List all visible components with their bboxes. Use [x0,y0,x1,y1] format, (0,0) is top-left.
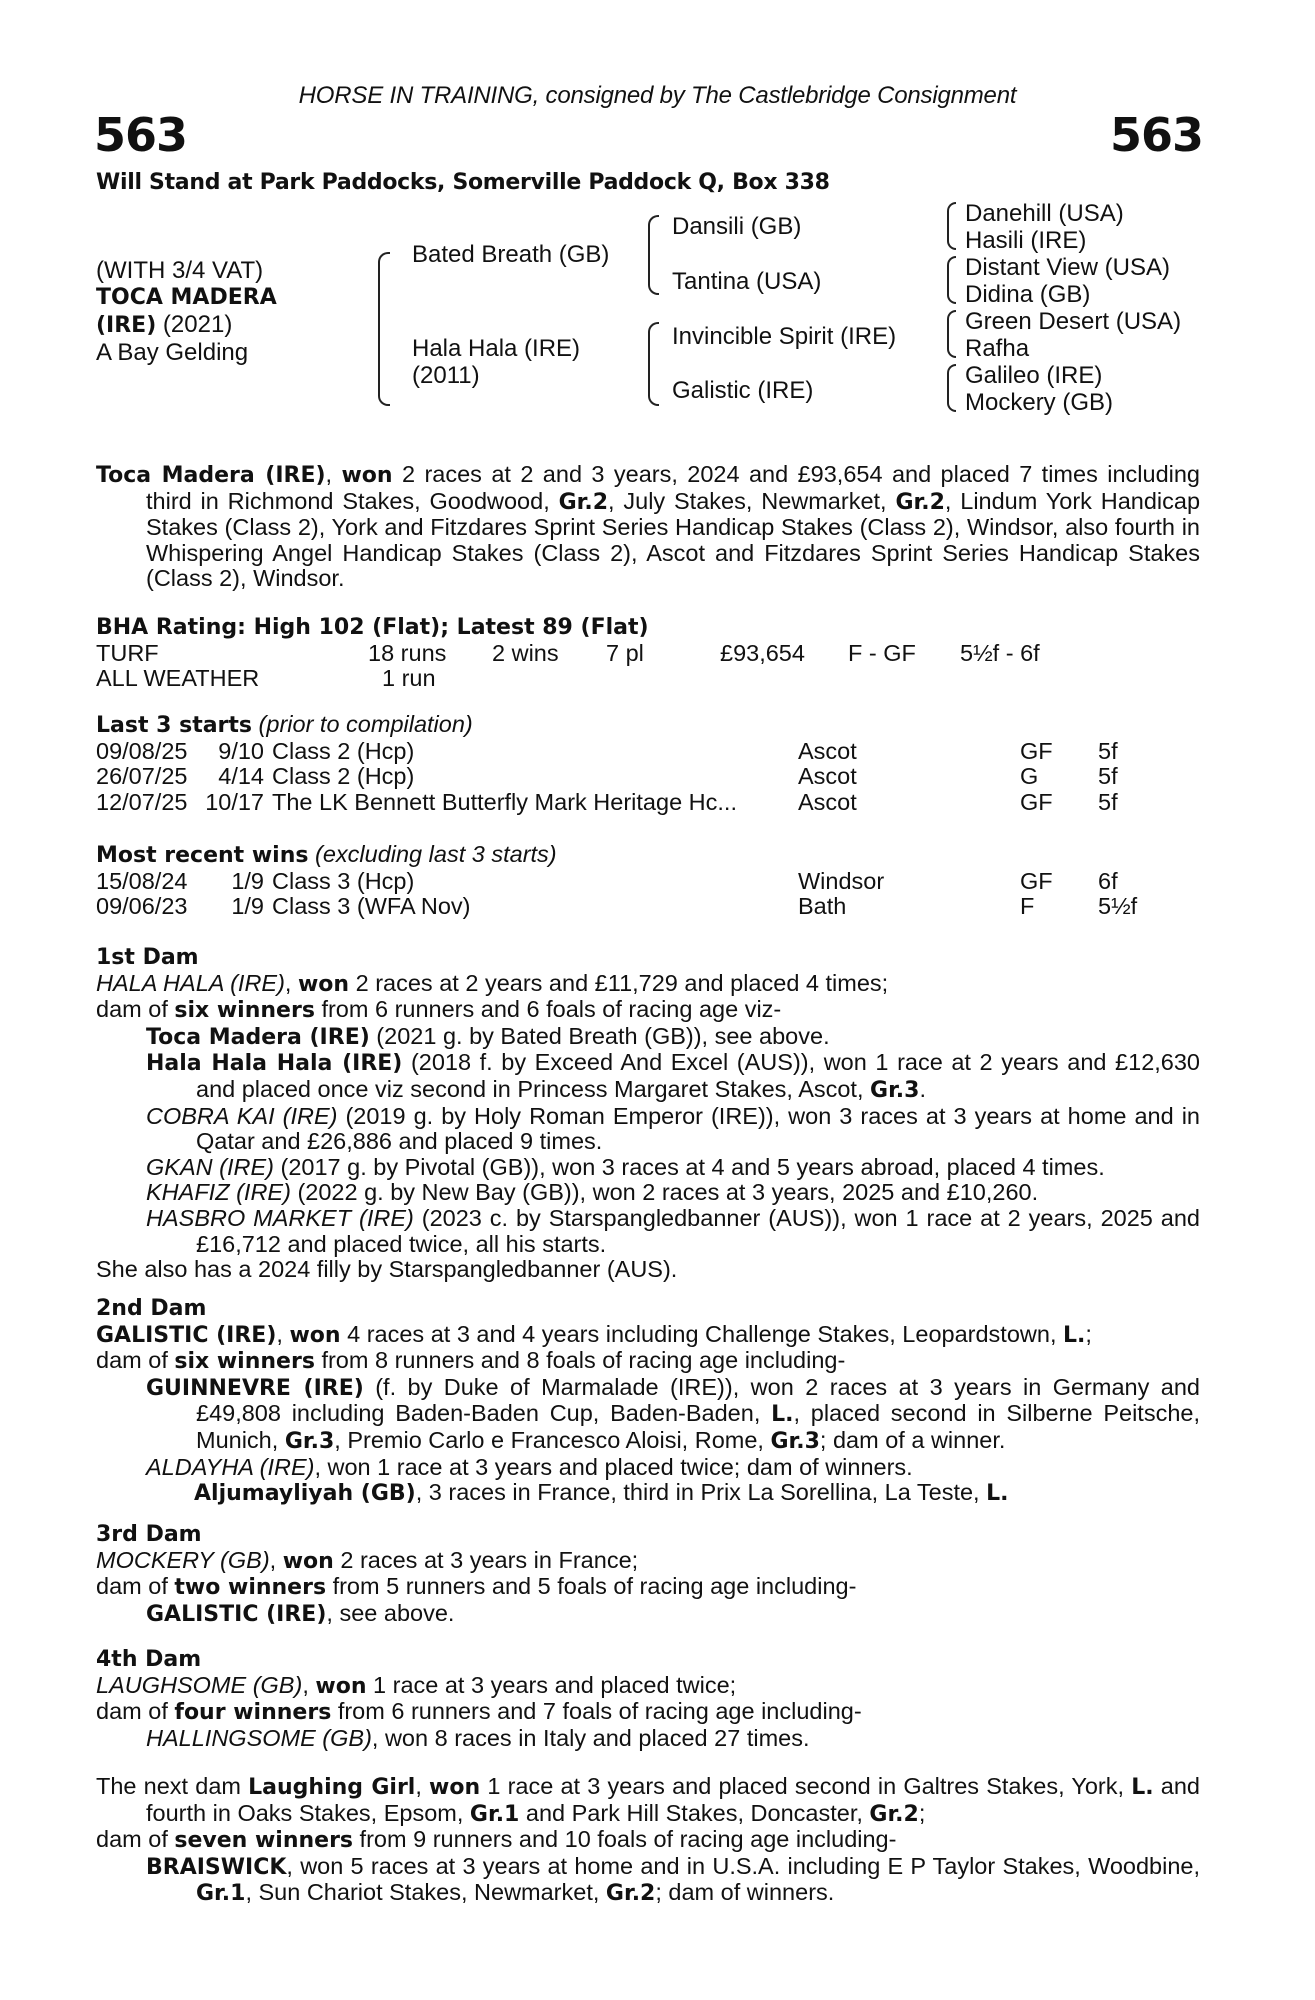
cell: 9/10 [218,737,264,764]
dam-of-label: dam of [96,1573,175,1600]
cell: 10/17 [205,788,264,815]
dam-record: and fourth in Oaks Stakes, Epsom, [146,1773,1200,1826]
progeny-entry [96,1455,1200,1481]
bha-heading: BHA Rating: High 102 (Flat); Latest 89 (Flat) [96,615,649,640]
grade-badge: Gr.3 [284,1428,335,1454]
cell: Class 3 (Hcp) [272,867,415,894]
cell: 5½f - 6f [960,639,1040,666]
last-starts-table [96,739,1118,816]
pedigree-g3-1: Danehill (USA) [965,200,1124,227]
horse-country: (IRE) [96,313,157,338]
dam-of-label: dam of [96,1826,175,1853]
foals-text: from 6 runners and 7 foals of racing age including- [331,1698,862,1725]
progeny-entry [96,1104,1200,1155]
cell: Ascot [798,763,857,790]
winners-count: two winners [174,1575,327,1601]
pedigree-dam-year: (2011) [412,362,480,389]
cell: Ascot [798,788,857,815]
cell: £93,654 [720,639,805,666]
next-dam-intro: The next dam [96,1773,249,1799]
dam-record: 1 race at 3 years and placed twice; [366,1671,737,1698]
cell: Bath [798,893,847,920]
won-label: won [282,1548,334,1574]
cell: 1 run [382,665,436,692]
progeny-entry [96,1601,1200,1628]
cell: 5f [1098,788,1118,815]
progeny-entry [96,1024,1200,1051]
third-dam-section: 3rd Dam MOCKERY (GB), won 2 races at 3 years in France; dam of two winners from 5 runners and 5 foals of racing age including- GALISTIC (IRE), see above. [96,1522,1200,1627]
progeny-text: ; dam of winners. [655,1879,835,1906]
summary-text: , Lindum York Handicap Stakes (Class 2), York and Fitzdares Sprint Series Handicap Stakes (Class 2), Windsor, also fourth in Whispering Angel Handicap Stakes (Class 2), Ascot and Fitzdares Sprint Series Handicap Stakes (Class 2), Windsor. [146,487,1201,592]
lot-number-right: 563 [1109,108,1203,162]
progeny-text: , 3 races in France, third in Prix La Sorellina, La Teste, [415,1479,987,1506]
pedigree-g3-8: Mockery (GB) [965,389,1114,416]
dam-of-label: dam of [96,1347,175,1374]
section-heading: 2nd Dam [96,1296,207,1321]
cell: F [1020,893,1035,920]
cell: 5½f [1098,893,1138,920]
cell: GF [1020,867,1053,894]
summary-won: won [341,463,393,488]
bha-table [96,641,1040,692]
progeny-text: (2018 f. by Exceed And Excel (AUS)), won 1 race at 2 years and £12,630 and placed once viz second in Princess Margaret Stakes, Ascot, [196,1049,1200,1102]
pedigree-g3-4: Didina (GB) [965,281,1091,308]
vat-note: (WITH 3/4 VAT) [96,257,264,284]
won-label: won [315,1673,367,1699]
pedigree-brace-g3-3 [947,310,956,358]
progeny-name: GKAN (IRE) [146,1153,274,1180]
cell: G [1020,763,1039,790]
cell: Windsor [798,867,885,894]
pedigree-g3-6: Rafha [965,335,1030,362]
progeny-text: , won 5 races at 3 years at home and in U.S.A. including E P Taylor Stakes, Woodbine, [286,1852,1200,1879]
dam-name: MOCKERY (GB) [96,1546,270,1573]
also-note: She also has a 2024 filly by Starspangledbanner (AUS). [96,1256,678,1283]
pedigree-dam-dam: Galistic (IRE) [672,377,814,404]
last-starts-section [96,712,1200,815]
dam-record: 1 race at 3 years and placed second in Galtres Stakes, York, [480,1773,1132,1799]
winners-count: six winners [174,998,315,1024]
cell: 15/08/24 [96,867,188,894]
horse-name: TOCA MADERA [96,285,277,310]
pedigree-brace-sire [648,215,659,295]
cell: ALL WEATHER [96,665,260,692]
horse-year: (2021) [156,311,233,338]
table-row [96,869,1137,895]
table-row [96,790,1118,816]
progeny-name: GUINNEVRE (IRE) [146,1375,364,1401]
cell: 4/14 [218,763,264,790]
progeny-name: COBRA KAI (IRE) [146,1102,338,1129]
progeny-text: . [919,1075,926,1102]
cell: TURF [96,639,159,666]
recent-wins-heading: Most recent wins [96,843,309,868]
progeny-entry [96,1155,1200,1181]
race-summary: Toca Madera (IRE), won 2 races at 2 and 3 years, 2024 and £93,654 and placed 7 times including third in Richmond Stakes, Goodwood, Gr.2, July Stakes, Newmarket, Gr.2, Lindum York Handicap Stakes (Class 2), York and Fitzdares Sprint Series Handicap Stakes (Class 2), Windsor, also fourth in Whispering Angel Handicap Stakes (Class 2), Ascot and Fitzdares Sprint Series Handicap Stakes (Class 2), Windsor. [96,461,1201,592]
progeny-text: ; dam of a winner. [819,1426,1006,1453]
pedigree-brace-dam [648,322,659,406]
grade-badge: Gr.1 [196,1881,246,1907]
table-row [96,894,1137,920]
cell: Ascot [798,737,857,764]
progeny-text: (2023 c. by Starspangledbanner (AUS)), won 1 race at 2 years, 2025 and £16,712 and placed twice, all his starts. [196,1204,1200,1257]
recent-wins-section [96,842,1200,920]
cell: 18 runs [368,639,447,666]
cell: Class 2 (Hcp) [272,763,415,790]
pedigree-g3-2: Hasili (IRE) [965,227,1087,254]
dam-name: HALA HALA (IRE) [96,969,285,996]
dam-name: GALISTIC (IRE) [96,1322,277,1348]
listed-badge: L. [1131,1775,1154,1800]
table-row [96,641,1040,667]
summary-horse-name: Toca Madera (IRE) [96,463,326,488]
pedigree-g3-3: Distant View (USA) [965,254,1170,281]
dam-record: 2 races at 3 years in France; [333,1546,639,1573]
cell: 5f [1098,737,1118,764]
progeny-entry [96,1854,1200,1907]
progeny-entry [96,1206,1200,1257]
cell: 7 pl [606,639,644,666]
summary-text: 2 races at 2 and 3 years, 2024 and £93,654 and placed 7 times including third in Richmond Stakes, Goodwood, [146,461,1200,514]
grade-badge: Gr.3 [770,1428,820,1454]
grade-badge: Gr.3 [870,1077,920,1103]
progeny-name: HALLINGSOME (GB) [146,1724,372,1751]
first-dam-section: 1st Dam HALA HALA (IRE), won 2 races at 2 years and £11,729 and placed 4 times; dam of six winners from 6 runners and 6 foals of racing age viz- Toca Madera (IRE) (2021 g. by Bated Breath (GB)), see above. Hala Hala Hala (IRE) (2018 f. by Exceed And Excel (AUS)), won 1 race at 2 years and £12,630 and placed once viz second in Princess Margaret Stakes, Ascot, Gr.3. COBRA KAI (IRE) (2019 g. by Holy Roman Emperor (IRE)), won 3 races at 3 years at home and in Qatar and £26,886 and placed 9 times. GKAN (IRE) (2017 g. by Pivotal (GB)), won 3 races at 4 and 5 years abroad, placed 4 times. KHAFIZ (IRE) (2022 g. by New Bay (GB)), won 2 races at 3 years, 2025 and £10,260. HASBRO MARKET (IRE) (2023 c. by Starspangledbanner (AUS)), won 1 race at 2 years, 2025 and £16,712 and placed twice, all his starts. She also has a 2024 filly by Starspangledbanner (AUS). [96,945,1201,1283]
horse-identity [96,257,277,366]
last-starts-heading: Last 3 starts [96,713,253,738]
summary-text: , July Stakes, Newmarket, [608,487,896,514]
recent-wins-table [96,869,1137,920]
stable-location: Will Stand at Park Paddocks, Somerville Paddock Q, Box 338 [96,170,830,195]
grade-badge: Gr.2 [895,489,945,515]
progeny-text: (2022 g. by New Bay (GB)), won 2 races at 3 years, 2025 and £10,260. [290,1179,1039,1206]
cell: 26/07/25 [96,763,188,790]
pedigree-g3-5: Green Desert (USA) [965,308,1182,335]
cell: 09/08/25 [96,737,188,764]
dam-record: 2 races at 2 years and £11,729 and placed 4 times; [349,969,889,996]
fourth-dam-section: 4th Dam LAUGHSOME (GB), won 1 race at 3 years and placed twice; dam of four winners from 6 runners and 7 foals of racing age including- HALLINGSOME (GB), won 8 races in Italy and placed 27 times. [96,1647,1200,1751]
winners-count: six winners [174,1349,315,1375]
pedigree-brace-g3-4 [947,364,956,412]
cell: The LK Bennett Butterfly Mark Heritage Hc... [272,788,737,815]
section-heading: 3rd Dam [96,1522,202,1547]
listed-badge: L. [771,1402,794,1428]
progeny-name: HASBRO MARKET (IRE) [146,1204,414,1231]
pedigree-dam-sire: Invincible Spirit (IRE) [672,323,897,350]
progeny-text: (f. by Duke of Marmalade (IRE)), won 2 races at 3 years in Germany and £49,808 including Baden-Baden Cup, Baden-Baden, [196,1373,1200,1427]
pedigree-sire-sire: Dansili (GB) [672,213,802,240]
progeny-text: , Sun Chariot Stakes, Newmarket, [245,1879,606,1906]
dam-record: ; [1085,1320,1092,1347]
cell: F - GF [848,639,916,666]
grade-badge: Gr.1 [469,1801,520,1827]
grade-badge: Gr.2 [869,1801,919,1827]
progeny-entry [96,1726,1200,1752]
dam-record: ; [918,1799,926,1826]
winners-count: seven winners [174,1828,354,1854]
foals-text: from 9 runners and 10 foals of racing age including- [353,1826,897,1853]
listed-badge: L. [1063,1322,1086,1348]
next-dam-record: The next dam Laughing Girl, won 1 race at 3 years and placed second in Galtres Stakes, York, L. and fourth in Oaks Stakes, Epsom, Gr.1 and Park Hill Stakes, Doncaster, Gr.2; [96,1773,1200,1827]
winners-count: four winners [174,1700,332,1726]
cell: 2 wins [492,639,559,666]
progeny-name: Hala Hala Hala (IRE) [146,1051,403,1077]
dam-name: Laughing Girl [248,1775,416,1800]
progeny-text: (2019 g. by Holy Roman Emperor (IRE)), won 3 races at 3 years at home and in Qatar and £26,886 and placed 9 times. [196,1102,1201,1155]
progeny-entry [96,1050,1200,1103]
pedigree-brace-main [378,252,390,406]
progeny-text: (2021 g. by Bated Breath (GB)), see above. [369,1022,830,1049]
progeny-text: , won 8 races in Italy and placed 27 times. [371,1724,810,1751]
progeny-text: , placed second in Silberne Peitsche, Munich, [196,1400,1200,1453]
pedigree-dam: Hala Hala (IRE) [412,335,581,362]
foals-text: from 5 runners and 5 foals of racing age including- [326,1573,857,1600]
pedigree-gen3-list [965,200,1181,416]
progeny-name: GALISTIC (IRE) [146,1601,327,1627]
progeny-text: , see above. [326,1599,455,1626]
last-starts-note: (prior to compilation) [252,711,473,737]
dam-record: and Park Hill Stakes, Doncaster, [519,1799,870,1826]
progeny-name: Aljumayliyah (GB) [194,1481,416,1507]
progeny-name: BRAISWICK [146,1854,287,1880]
pedigree-sire-dam: Tantina (USA) [672,268,822,295]
cell: Class 2 (Hcp) [272,737,415,764]
grade-badge: Gr.2 [605,1881,656,1907]
horse-description: A Bay Gelding [96,339,249,366]
second-dam-section: 2nd Dam GALISTIC (IRE), won 4 races at 3 and 4 years including Challenge Stakes, Leopardstown, L.; dam of six winners from 8 runners and 8 foals of racing age including- GUINNEVRE (IRE) (f. by Duke of Marmalade (IRE)), won 2 races at 3 years in Germany and £49,808 including Baden-Baden Cup, Baden-Baden, L., placed second in Silberne Peitsche, Munich, Gr.3, Premio Carlo e Francesco Aloisi, Rome, Gr.3; dam of a winner. ALDAYHA (IRE), won 1 race at 3 years and placed twice; dam of winners. Aljumayliyah (GB), 3 races in France, third in Prix La Sorellina, La Teste, L. [96,1296,1200,1507]
progeny-entry [96,1180,1200,1206]
progeny-text: , Premio Carlo e Francesco Aloisi, Rome, [334,1426,771,1453]
dam-of-label: dam of [96,1698,175,1725]
cell: GF [1020,737,1053,764]
section-heading: 1st Dam [96,945,199,970]
cell: 12/07/25 [96,788,188,815]
bha-rating-section [96,615,1200,692]
table-row [96,666,1040,692]
pedigree-brace-g3-1 [947,202,956,250]
progeny-text: (2017 g. by Pivotal (GB)), won 3 races at 4 and 5 years abroad, placed 4 times. [273,1153,1105,1180]
dam-name: LAUGHSOME (GB) [96,1671,303,1698]
dam-of-label: dam of [96,996,175,1023]
table-row [96,739,1118,765]
listed-badge: L. [986,1481,1009,1507]
recent-wins-note: (excluding last 3 starts) [308,841,557,867]
cell: 5f [1098,763,1118,790]
cell: Class 3 (WFA Nov) [272,893,471,920]
catalogue-header: HORSE IN TRAINING, consigned by The Castlebridge Consignment [298,82,1017,109]
progeny-name: KHAFIZ (IRE) [146,1179,291,1206]
won-label: won [429,1775,481,1800]
progeny-entry [96,1375,1200,1455]
cell: GF [1020,788,1053,815]
progeny-entry [96,1480,1200,1507]
pedigree-brace-g3-2 [947,256,956,304]
pedigree-g3-7: Galileo (IRE) [965,362,1103,389]
won-label: won [289,1322,341,1348]
foals-text: from 8 runners and 8 foals of racing age including- [314,1347,846,1374]
grade-badge: Gr.2 [558,489,609,515]
progeny-name: Toca Madera (IRE) [146,1024,370,1050]
lot-number-left: 563 [94,108,188,162]
cell: 09/06/23 [96,893,188,920]
won-label: won [297,971,350,997]
dam-record: 4 races at 3 and 4 years including Challenge Stakes, Leopardstown, [340,1320,1063,1347]
cell: 6f [1098,867,1118,894]
cell: 1/9 [231,893,264,920]
pedigree-sire: Bated Breath (GB) [412,241,610,268]
progeny-name: ALDAYHA (IRE) [146,1453,315,1480]
table-row [96,764,1118,790]
next-dam-section [96,1774,1200,1907]
section-heading: 4th Dam [96,1647,202,1672]
foals-text: from 6 runners and 6 foals of racing age viz- [314,996,782,1023]
progeny-text: , won 1 race at 3 years and placed twice; dam of winners. [314,1453,913,1480]
cell: 1/9 [231,867,264,894]
